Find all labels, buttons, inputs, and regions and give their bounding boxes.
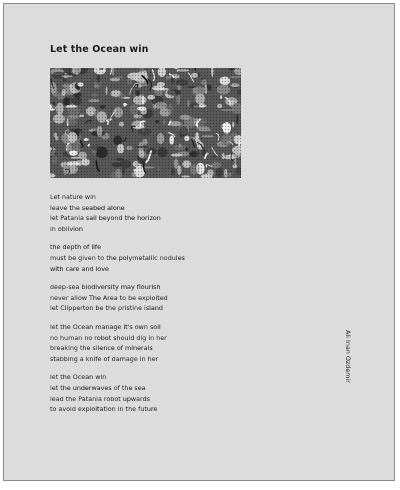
coral-reef-image — [50, 68, 241, 178]
author-name: Ali Inan Ozdemir — [344, 330, 352, 383]
poem-stanza — [50, 372, 310, 414]
poem-line: let the underwaves of the sea — [50, 383, 146, 392]
poem-stanza — [50, 322, 310, 364]
poem-stanza — [50, 242, 310, 274]
poem-line: Let nature win — [50, 193, 96, 201]
poem-line: lead the Patania robot upwards — [50, 394, 150, 403]
poem-line: with care and love — [50, 264, 109, 273]
poem-line: the depth of life — [50, 243, 102, 252]
poem-line: in oblivion — [50, 224, 83, 233]
poem-page — [3, 3, 395, 481]
poem-body — [50, 192, 310, 423]
poem-line: let Clipperton be the pristine island — [50, 304, 163, 313]
poem-title: Let the Ocean win — [50, 44, 149, 55]
poem-line: to avoid exploitation in the future — [50, 405, 158, 414]
poem-line: let Patania sail beyond the horizon — [50, 214, 161, 223]
poem-line: never allow The Area to be exploited — [50, 293, 168, 302]
author-credit — [344, 330, 364, 430]
coral-reef-photo — [50, 68, 241, 178]
poem-line: no human no robot should dig in her — [50, 333, 167, 342]
poem-line: stabbing a knife of damage in her — [50, 354, 159, 363]
poem-stanza — [50, 192, 310, 234]
poem-line: let the Ocean manage it's own soil — [50, 322, 161, 331]
poem-line: deep-sea biodiversity may flourish — [50, 283, 161, 292]
poem-line: leave the seabed alone — [50, 203, 125, 212]
poem-stanza — [50, 282, 310, 314]
poem-line: must be given to the polymetallic nodules — [50, 253, 185, 262]
poem-line: let the Ocean win — [50, 373, 107, 382]
poem-line: breaking the silence of minerals — [50, 344, 153, 353]
